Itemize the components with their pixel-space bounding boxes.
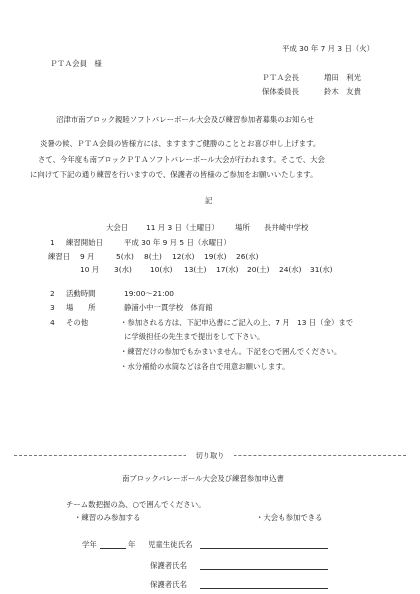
sender-1-title: ＰＴＡ会長: [262, 73, 299, 82]
practice-day: 3(水): [114, 265, 132, 274]
event-date-value: 11 月 3 日（土曜日）: [146, 223, 219, 232]
practice-day: 26(水): [236, 252, 259, 261]
guardian-name-field-1[interactable]: [200, 569, 328, 570]
document-date: 平成 30 年 7 月 3 日（火）: [282, 44, 375, 53]
item-3-value: 静浦小中一貫学校 体育館: [124, 303, 213, 312]
practice-day: 5(水): [116, 252, 134, 261]
note-line-2: に学級担任の先生まで提出をして下さい。: [124, 332, 265, 341]
item-1-number: 1: [50, 238, 55, 247]
ki-heading: 記: [205, 196, 213, 205]
grade-label: 学年: [82, 540, 97, 549]
guardian-name-label-1: 保護者氏名: [150, 561, 187, 570]
item-3-label: 場 所: [66, 303, 96, 312]
form-instruction: チーム数把握の為、○で囲んでください。: [66, 500, 206, 509]
practice-day: 17(水): [216, 265, 239, 274]
event-date-label: 大会日: [106, 223, 129, 232]
october-label: 10 月: [80, 265, 100, 274]
practice-day: 31(水): [310, 265, 333, 274]
item-2-label: 活動時間: [66, 289, 96, 298]
practice-day: 8(土): [144, 252, 162, 261]
practice-day: 13(土): [184, 265, 207, 274]
body-line-1: 炎暑の候、ＰＴＡ会員の皆様方には、ますますご健勝のこととお喜び申し上げます。: [40, 139, 321, 148]
guardian-name-field-2[interactable]: [200, 588, 328, 589]
guardian-name-label-2: 保護者氏名: [150, 580, 187, 589]
note-line-3: ・練習だけの参加でもかまいません。下記を○で囲んでください。: [120, 347, 342, 356]
student-name-label: 児童生徒氏名: [148, 540, 193, 549]
practice-day: 24(水): [279, 265, 302, 274]
practice-days-label: 練習日: [48, 252, 71, 261]
event-place-label: 場所: [235, 223, 250, 232]
option-practice-only[interactable]: ・練習のみ参加する: [74, 513, 141, 522]
sender-2-name: 鈴木 友貴: [324, 87, 361, 96]
item-2-number: 2: [50, 289, 55, 298]
sender-1-name: 増田 利光: [324, 73, 361, 82]
grade-field[interactable]: [100, 548, 126, 549]
note-line-4: ・水分補給の水筒などは各自で用意お願いします。: [120, 362, 290, 371]
option-tournament[interactable]: ・大会も参加できる: [256, 513, 323, 522]
student-name-field[interactable]: [200, 548, 328, 549]
item-1-label: 練習開始日: [66, 238, 103, 247]
september-label: 9 月: [80, 252, 95, 261]
practice-day: 12(水): [172, 252, 195, 261]
item-2-value: 19:00～21:00: [124, 289, 174, 298]
practice-day: 19(水): [204, 252, 227, 261]
sender-2-title: 保体委員長: [262, 87, 299, 96]
practice-day: 20(土): [247, 265, 270, 274]
form-title: 南ブロックバレーボール大会及び練習参加申込書: [122, 474, 284, 483]
recipient: ＰＴＡ会員 様: [50, 59, 102, 68]
item-1-value: 平成 30 年 9 月 5 日（水曜日）: [124, 238, 231, 247]
item-4-number: 4: [50, 318, 55, 327]
body-line-2: さて、今年度も南ブロックＰＴＡソフトバレーボール大会が行われます。そこで、大会: [38, 155, 325, 164]
cut-label: 切り取り: [186, 451, 234, 460]
practice-day: 10(水): [150, 265, 173, 274]
item-3-number: 3: [50, 303, 55, 312]
note-line-1: ・参加される方は、下記申込書にご記入の上、7 月 13 日（金）まで: [120, 318, 354, 327]
document-title: 沼津市南ブロック親睦ソフトバレーボール大会及び練習参加者募集のお知らせ: [56, 115, 315, 124]
body-line-3: に向けて下記の通り練習を行いますので、保護者の皆様のご参加をお願いいたします。: [30, 170, 318, 179]
class-label: 年: [128, 540, 136, 549]
event-place-value: 長井崎中学校: [264, 223, 309, 232]
item-4-label: その他: [66, 318, 89, 327]
